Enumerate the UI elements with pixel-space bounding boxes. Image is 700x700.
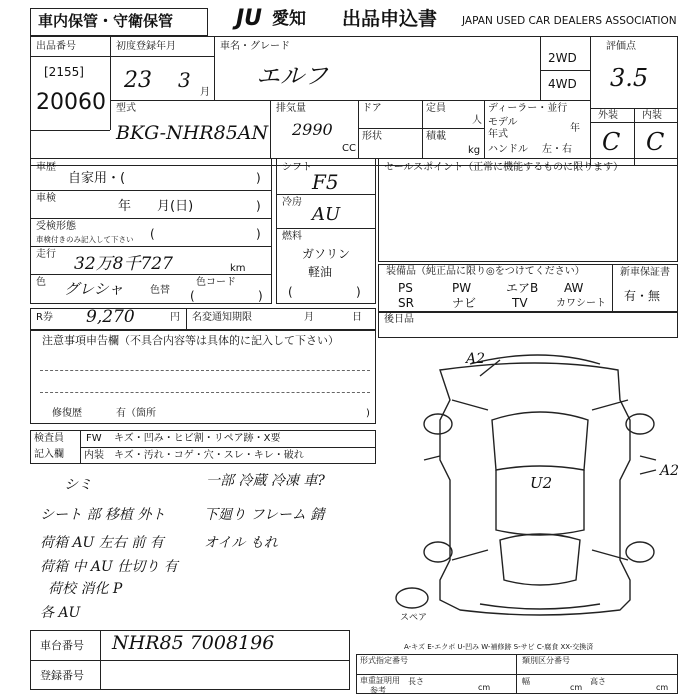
damage-mark-side: A2 bbox=[660, 463, 680, 479]
chassis-label: 車台番号 bbox=[40, 639, 84, 652]
year-label: 年式 bbox=[488, 129, 508, 140]
hand-note: 荷箱 AU 左右 前 有 bbox=[40, 535, 164, 551]
storage-label: 車内保管・守衛保管 bbox=[38, 12, 174, 30]
equip-sr: SR bbox=[398, 296, 414, 310]
displacement-label: 排気量 bbox=[276, 103, 306, 114]
inspector-row2: キズ・汚れ・コゲ・穴・スレ・キレ・破れ bbox=[114, 450, 304, 461]
accept-note: 車検付きのみ記入して下さい bbox=[36, 235, 134, 244]
fuel-open: ( bbox=[288, 285, 293, 299]
reg-year: 23 bbox=[124, 68, 152, 93]
fuel-close: ) bbox=[356, 285, 361, 299]
history-close: ) bbox=[256, 171, 261, 185]
chassis-number: NHR85 7008196 bbox=[112, 632, 275, 654]
repair-label: 修復歴 bbox=[52, 408, 82, 419]
shift-label: シフト bbox=[282, 162, 312, 173]
inspection-close: ) bbox=[256, 199, 261, 213]
recycle-value: 9,270 bbox=[86, 307, 135, 327]
reg-month: 3 bbox=[178, 68, 191, 92]
color-code-label: 色コード bbox=[196, 277, 236, 288]
notice-month: 月 bbox=[304, 312, 314, 323]
score-value: 3.5 bbox=[610, 64, 649, 92]
warranty-label: 新車保証書 bbox=[620, 267, 670, 278]
lot-bracket: [2155] bbox=[44, 65, 84, 79]
equip-navi: ナビ bbox=[452, 296, 477, 310]
lot-number: 20060 bbox=[36, 90, 106, 115]
notice-day: 日 bbox=[352, 312, 362, 323]
ac-value: AU bbox=[312, 204, 341, 225]
equip-ps: PS bbox=[398, 281, 413, 295]
dealer-label: ディーラー・並行 bbox=[488, 103, 568, 114]
ext-grade: C bbox=[602, 128, 621, 156]
cert-label-2: 車重証明用 bbox=[360, 676, 400, 685]
drive-4wd: 4WD bbox=[548, 77, 577, 91]
cert-label-1: 形式指定番号 bbox=[360, 656, 408, 665]
inspector-row2-head: 内装 bbox=[84, 450, 104, 461]
accept-close: ) bbox=[256, 227, 261, 241]
repair-close: ) bbox=[366, 408, 370, 419]
model-code: BKG-NHR85AN bbox=[116, 122, 269, 144]
mileage-label: 走行 bbox=[36, 249, 56, 260]
capacity-label: 定員 bbox=[426, 103, 446, 114]
equip-airbag: エアB bbox=[506, 281, 539, 295]
plate-label: 登録番号 bbox=[40, 669, 84, 682]
ref-label-1: 参考 bbox=[370, 686, 386, 695]
inspector-row1: キズ・凹み・ヒビ割・リペア跡・X要 bbox=[114, 433, 281, 444]
history-label: 車歴 bbox=[36, 162, 56, 173]
length-unit: cm bbox=[478, 683, 491, 692]
mileage-value: 32万8千727 bbox=[74, 254, 173, 274]
hand-note: シート 部 移植 外ト bbox=[40, 507, 166, 523]
shape-label: 形状 bbox=[362, 131, 382, 142]
color-change: 色替 bbox=[150, 285, 170, 296]
load-label: 積載 bbox=[426, 131, 446, 142]
year-unit: 年 bbox=[570, 123, 580, 134]
accept-label: 受検形態 bbox=[36, 221, 76, 232]
hand-note: 下廻り フレーム 錆 bbox=[204, 507, 325, 523]
equip-pw: PW bbox=[452, 281, 472, 295]
door-label: ドア bbox=[362, 103, 382, 114]
hand-note: 荷箱 中 AU 仕切り 有 bbox=[40, 559, 178, 575]
car-name: エルフ bbox=[256, 62, 328, 90]
association-name: JAPAN USED CAR DEALERS ASSOCIATION bbox=[462, 15, 677, 27]
hand-note: オイル もれ bbox=[204, 535, 278, 551]
score-label: 評価点 bbox=[606, 41, 636, 52]
reg-label: 初度登録年月 bbox=[116, 41, 176, 52]
equip-tv: TV bbox=[512, 296, 528, 310]
recycle-unit: 円 bbox=[170, 312, 180, 323]
sales-label: セールスポイント（正常に機能するものに限ります） bbox=[384, 162, 624, 173]
equipment-label: 装備品（純正品に限り◎をつけてください） bbox=[386, 266, 585, 277]
notes-label: 注意事項申告欄（不具合内容等は具体的に記入して下さい） bbox=[42, 334, 339, 347]
ext-label: 外装 bbox=[598, 110, 618, 121]
width-label: 幅 bbox=[522, 677, 530, 686]
hand-note: 一部 冷蔵 冷凍 車? bbox=[206, 473, 325, 489]
car-label: 車名・グレード bbox=[220, 41, 290, 52]
warranty-option: 有・無 bbox=[624, 289, 661, 303]
fuel-gasoline: ガソリン bbox=[302, 247, 351, 261]
height-unit: cm bbox=[656, 683, 669, 692]
fuel-diesel: 軽油 bbox=[308, 265, 333, 279]
recycle-label: R券 bbox=[36, 312, 53, 323]
model-year-label: モデル bbox=[488, 117, 518, 128]
handle-option: 左・右 bbox=[542, 144, 572, 155]
equip-leather: カワシート bbox=[556, 298, 606, 309]
lot-label: 出品番号 bbox=[36, 41, 76, 52]
damage-mark-center: U2 bbox=[530, 474, 553, 492]
int-grade: C bbox=[646, 128, 665, 156]
displacement-value: 2990 bbox=[292, 120, 333, 139]
damage-legend: A-キズ E-エクボ U-凹み W-補修跡 S-サビ C-腐食 XX-交換済 bbox=[404, 643, 594, 651]
int-label: 内装 bbox=[642, 110, 662, 121]
color-label: 色 bbox=[36, 277, 46, 288]
rear-label: 後日品 bbox=[384, 314, 414, 325]
capacity-unit: 人 bbox=[472, 115, 482, 126]
history-value: 自家用・( bbox=[68, 171, 126, 186]
hand-note: シミ bbox=[64, 477, 92, 493]
ac-label: 冷房 bbox=[282, 197, 302, 208]
equip-aw: AW bbox=[564, 281, 584, 295]
fuel-label: 燃料 bbox=[282, 231, 302, 242]
inspector-label-1: 検査員 bbox=[34, 433, 64, 444]
color-code-close: ) bbox=[258, 289, 263, 303]
ju-logo: JU bbox=[236, 6, 263, 31]
form-title: 出品申込書 bbox=[342, 8, 438, 30]
color-value: グレシャ bbox=[64, 280, 124, 298]
width-unit: cm bbox=[570, 683, 583, 692]
length-label: 長さ bbox=[408, 677, 424, 686]
inspector-row1-head: FW bbox=[86, 433, 102, 444]
shift-value: F5 bbox=[312, 170, 339, 194]
cc-unit: CC bbox=[342, 143, 356, 154]
color-code-open: ( bbox=[190, 289, 195, 303]
height-label: 高さ bbox=[590, 677, 606, 686]
handle-label: ハンドル bbox=[488, 144, 528, 155]
hand-note: 荷校 消化 P bbox=[48, 581, 123, 597]
drive-2wd: 2WD bbox=[548, 51, 577, 65]
mileage-unit: km bbox=[230, 263, 246, 274]
org-name: 愛知 bbox=[272, 9, 306, 29]
class-label: 類別区分番号 bbox=[522, 656, 570, 665]
load-unit: kg bbox=[468, 145, 481, 156]
reg-month-unit: 月 bbox=[200, 87, 210, 98]
notice-label: 名変通知期限 bbox=[192, 312, 252, 323]
repair-value: 有（箇所 bbox=[116, 408, 156, 419]
damage-mark-front: A2 bbox=[466, 351, 486, 367]
accept-open: ( bbox=[150, 227, 155, 241]
spare-label: スペア bbox=[400, 613, 428, 623]
model-label: 型式 bbox=[116, 103, 136, 114]
hand-note: 各 AU bbox=[40, 605, 81, 621]
inspection-date: 年 月(日) bbox=[118, 199, 194, 214]
inspection-label: 車検 bbox=[36, 193, 56, 204]
inspector-label-2: 記入欄 bbox=[34, 449, 64, 460]
